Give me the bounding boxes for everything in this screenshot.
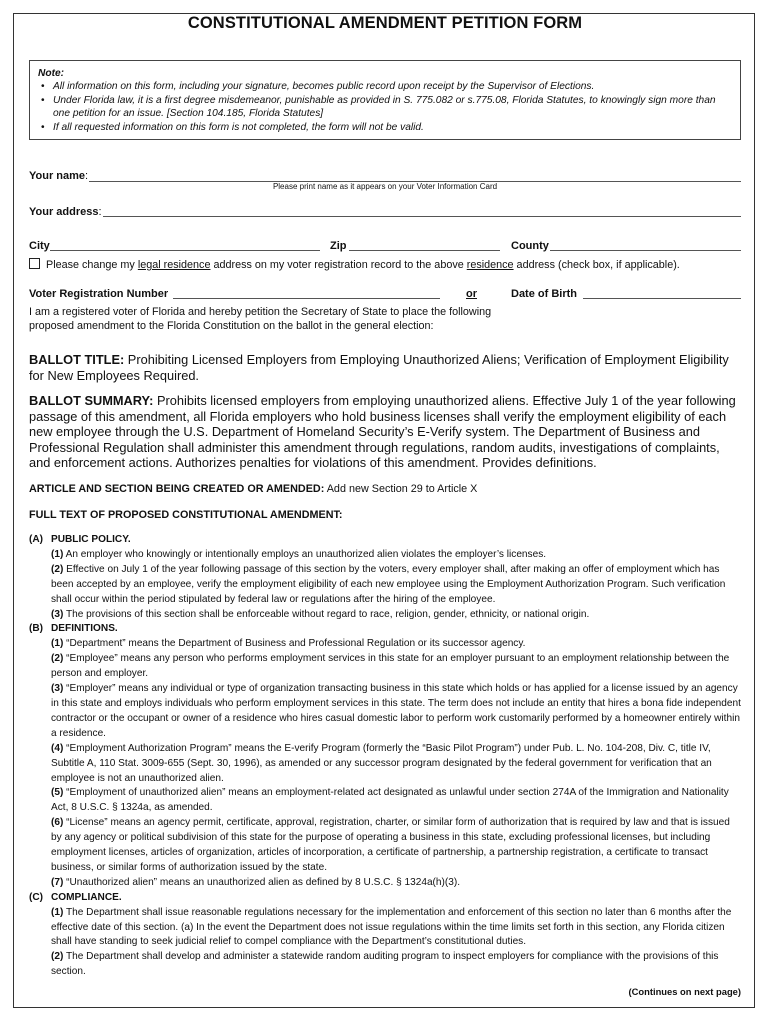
section-item: (2) Effective on July 1 of the year following passage of this section by the voters, every employer shall, after making an offer of employment which has been accepted by an employee, verify the employment eligibility of each new employee using the Employment Authorization Program. Such verification shall occur within the period stipulated by federal law or regulations after the hiring of the employee. — [51, 563, 726, 605]
note-heading: Note: — [38, 68, 65, 79]
ballot-summary-label: BALLOT SUMMARY: — [29, 393, 154, 408]
section-item: (7) “Unauthorized alien” means an unauthorized alien as defined by 8 U.S.C. § 1324a(h)(3). — [51, 876, 461, 888]
section-b-heading: (B) DEFINITIONS. — [29, 623, 118, 635]
section-item: (6) “License” means an agency permit, certificate, approval, registration, charter, or similar form of authorization that is required by law and that is issued by any agency or political subdivision of this state for the purpose of operating a business in this state, excluding professional licenses, but including employment licenses, articles of organization, articles of incorporation, a certificate of partnership, a partnership registration, a certificate to transact business, or similar forms of authorization issued by the state. — [51, 817, 730, 873]
section-item: (1) The Department shall issue reasonable regulations necessary for the implementation and enforcement of this section no later than 6 months after the effective date of this section. (a) In the event the Department does not issue regulations within the time limits set forth in this section, any Florida citizen shall have standing to seek judicial relief to compel compliance with the Department’s constitutional duties. — [51, 906, 732, 948]
dob-field[interactable] — [583, 298, 741, 299]
section-item: (2) “Employee” means any person who performs employment services in this state for an employer pursuant to an employment relationship between the person and employer. — [51, 653, 730, 680]
name-hint: Please print name as it appears on your Voter Information Card — [272, 182, 498, 191]
checkbox-text: Please change my — [46, 259, 138, 271]
county-field[interactable] — [550, 250, 741, 251]
county-label: County — [511, 240, 549, 252]
section-item: (4) “Employment Authorization Program” means the E-verify Program (formerly the “Basic Pilot Program”) under Pub. L. No. 104-208, Div. C, title IV, Subtitle A, 110 Stat. 3009-655 (Sept. 30, 1996), as amended or any successor program designated by the federal government for verification that an employee is not an unauthorized alien. — [51, 742, 712, 784]
article-label: ARTICLE AND SECTION BEING CREATED OR AMENDED: — [29, 483, 325, 495]
section-c-heading: (C) COMPLIANCE. — [29, 891, 122, 903]
section-a-heading: (A) PUBLIC POLICY. — [29, 534, 131, 545]
residence-change-checkbox[interactable] — [29, 258, 40, 269]
city-label: City — [29, 240, 50, 252]
article-text: Add new Section 29 to Article X — [324, 483, 478, 495]
ballot-title-text: Prohibiting Licensed Employers from Employing Unauthorized Aliens; Verification of Employment Eligibility for New Employees Required. — [29, 352, 729, 383]
note-item: • Under Florida law, it is a first degree misdemeanor, punishable as provided in S. 775.082 or s.775.08, Florida Statutes, to knowingly sign more than one petition for an issue. [Section 104.185, Florida Statutes] — [53, 94, 732, 121]
declaration-line: I am a registered voter of Florida and hereby petition the Secretary of State to place the following — [29, 306, 492, 318]
checkbox-text: address (check box, if applicable). — [513, 259, 680, 271]
note-list — [38, 80, 732, 134]
address-field[interactable] — [103, 216, 741, 217]
full-text-heading: FULL TEXT OF PROPOSED CONSTITUTIONAL AMENDMENT: — [29, 509, 343, 521]
note-item: • All information on this form, including your signature, becomes public record upon receipt by the Supervisor of Elections. — [53, 80, 732, 93]
voter-reg-field[interactable] — [173, 298, 440, 299]
note-box — [29, 60, 741, 140]
section-item: (1) An employer who knowingly or intentionally employs an unauthorized alien violates the employer’s licenses. — [51, 548, 547, 560]
ballot-title — [29, 352, 743, 383]
continues-note: (Continues on next page) — [628, 986, 741, 997]
section-item: (3) “Employer” means any individual or type of organization transacting business in this state which holds or has applied for a license issued by an agency in this state and employs individuals who perform employment services in this state. The term does not include an entity that hires a bona fide independent contractor or the occupant or owner of a residence who hires casual domestic labor to perform work customarily performed by a homeowner entirely within a residence. — [51, 683, 741, 739]
checkbox-text: address on my voter registration record to the above — [210, 259, 467, 271]
form-title: CONSTITUTIONAL AMENDMENT PETITION FORM — [187, 14, 583, 32]
section-item: (5) “Employment of unauthorized alien” means an employment-related act designated as unlawful under section 274A of the Immigration and Nationality Act, 8 U.S.C. § 1324a, as amended. — [51, 787, 729, 814]
section-item: (3) The provisions of this section shall be enforceable without regard to race, religion, gender, ethnicity, or national origin. — [51, 608, 590, 620]
note-item: • If all requested information on this form is not completed, the form will not be valid. — [53, 121, 732, 134]
address-label: Your address: — [29, 206, 102, 218]
city-field[interactable] — [50, 250, 320, 251]
residence-change-row — [29, 258, 680, 272]
section-item: (2) The Department shall develop and administer a statewide random auditing program to inspect employers for compliance with the provisions of this section. — [51, 951, 719, 978]
checkbox-text-legal: legal residence — [137, 259, 211, 271]
checkbox-text-residence: residence — [466, 259, 514, 271]
declaration-line: proposed amendment to the Florida Constitution on the ballot in the general election: — [29, 320, 434, 332]
zip-field[interactable] — [349, 250, 500, 251]
ballot-title-label: BALLOT TITLE: — [29, 352, 125, 367]
full-text — [29, 533, 743, 980]
name-label: Your name: — [29, 170, 89, 182]
ballot-summary-text: Prohibits licensed employers from employing unauthorized aliens. Effective July 1 of the year following passage of this amendment, all Florida employers who hold business licenses shall verify the employment eligibility of each new employee through the U.S. Department of Homeland Security’s E-Verify system. The Department of Business and Professional Regulation shall administer this amendment through regulations, random audits, investigations of complaints, and enforcement actions. Authorizes penalties for violations of this amendment. Provides definitions. — [29, 393, 736, 471]
section-item: (1) “Department” means the Department of Business and Professional Regulation or its successor agency. — [51, 638, 526, 650]
dob-label: Date of Birth — [511, 288, 577, 300]
article-section — [29, 482, 743, 497]
ballot-summary — [29, 393, 743, 471]
declaration — [29, 305, 743, 333]
zip-label: Zip — [330, 240, 347, 252]
or-label: or — [466, 288, 477, 300]
voter-reg-label: Voter Registration Number — [29, 288, 169, 300]
